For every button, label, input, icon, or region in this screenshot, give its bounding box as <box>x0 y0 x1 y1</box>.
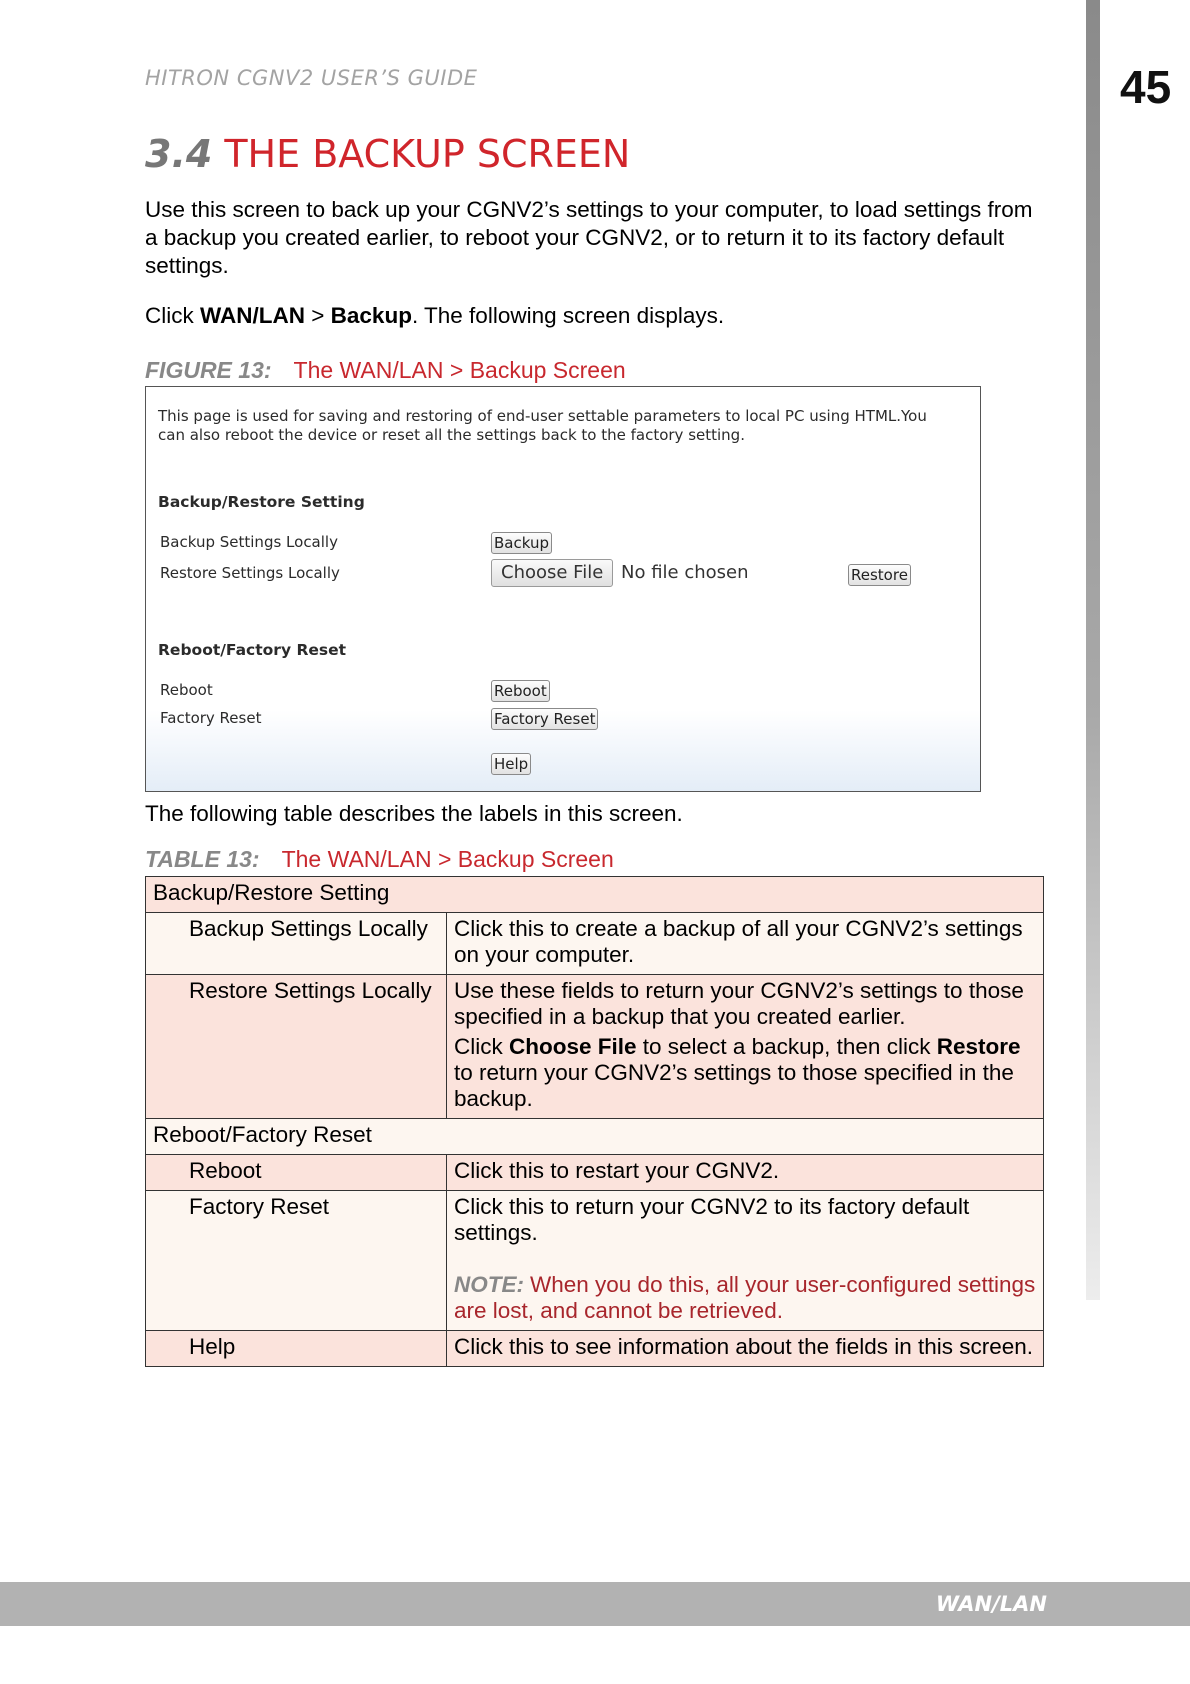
row-label-restore: Restore Settings Locally <box>146 975 447 1119</box>
restore-settings-label: Restore Settings Locally <box>160 564 340 582</box>
table-label: TABLE 13: <box>145 846 260 872</box>
side-bar-decoration <box>1086 0 1100 1300</box>
figure-intro-text: This page is used for saving and restoring of end-user settable parameters to local PC using HTML.You can also reboot the device or reset all the settings back to the factory setting. <box>158 407 927 444</box>
row-desc-restore <box>447 975 1044 1119</box>
table-group-row <box>146 877 1044 913</box>
section-title <box>145 132 630 176</box>
factory-reset-button[interactable]: Factory Reset <box>491 708 598 730</box>
table-caption <box>145 846 614 873</box>
factory-note <box>454 1272 1036 1324</box>
row-desc-backup: Click this to create a backup of all your CGNV2’s settings on your computer. <box>447 913 1044 975</box>
section-title-text: THE BACKUP SCREEN <box>224 132 631 176</box>
reboot-factory-heading: Reboot/Factory Reset <box>158 641 347 659</box>
restore-end: to return your CGNV2’s settings to those specified in the backup. <box>454 1060 1014 1111</box>
restore-restore-word: Restore <box>936 1034 1021 1059</box>
figure-title: The WAN/LAN > Backup Screen <box>293 357 626 383</box>
intro-paragraph: Use this screen to back up your CGNV2’s settings to your computer, to load settings from a backup you created earlier, to reboot your CGNV2, or to return it to its factory default settings. <box>145 197 1033 278</box>
footer-section-name: WAN/LAN <box>935 1592 1047 1616</box>
table-row <box>146 1331 1044 1367</box>
restore-button[interactable]: Restore <box>848 564 911 586</box>
click-suffix: . The following screen displays. <box>411 303 725 328</box>
restore-choose-file: Choose File <box>509 1034 637 1059</box>
table-row <box>146 975 1044 1119</box>
figure-label: FIGURE 13: <box>145 357 272 383</box>
restore-mid: to select a backup, then click <box>636 1034 937 1059</box>
click-prefix: Click <box>145 303 200 328</box>
click-separator: > <box>305 303 331 328</box>
table-row <box>146 1191 1044 1331</box>
reboot-label: Reboot <box>160 681 213 699</box>
no-file-chosen-text: No file chosen <box>621 562 749 583</box>
running-header: HITRON CGNV2 USER’S GUIDE <box>145 66 478 90</box>
table-group-row <box>146 1119 1044 1155</box>
group-reboot-factory: Reboot/Factory Reset <box>146 1119 1044 1155</box>
reboot-button[interactable]: Reboot <box>491 680 550 702</box>
factory-reset-label: Factory Reset <box>160 709 262 727</box>
backup-restore-heading: Backup/Restore Setting <box>158 493 365 511</box>
note-label: NOTE: <box>454 1272 524 1297</box>
row-label-factory-reset: Factory Reset <box>146 1191 447 1331</box>
click-path-wanlan: WAN/LAN <box>200 303 305 328</box>
section-number: 3.4 <box>145 132 213 176</box>
help-button[interactable]: Help <box>491 753 531 775</box>
choose-file-button[interactable]: Choose File <box>491 559 613 587</box>
factory-desc-text: Click this to return your CGNV2 to its factory default settings. <box>454 1194 970 1245</box>
group-backup-restore: Backup/Restore Setting <box>146 877 1044 913</box>
row-desc-help: Click this to see information about the fields in this screen. <box>447 1331 1044 1367</box>
restore-click: Click <box>454 1034 509 1059</box>
table-row <box>146 1155 1044 1191</box>
backup-button[interactable]: Backup <box>491 532 552 554</box>
backup-settings-label: Backup Settings Locally <box>160 533 338 551</box>
row-label-help: Help <box>146 1331 447 1367</box>
restore-desc-line2 <box>454 1034 1036 1112</box>
backup-screen-figure <box>145 386 981 792</box>
description-table <box>145 876 1044 1367</box>
row-label-backup: Backup Settings Locally <box>146 913 447 975</box>
table-row <box>146 913 1044 975</box>
figure-caption <box>145 357 626 384</box>
page-number: 45 <box>1120 61 1172 113</box>
row-desc-reboot: Click this to restart your CGNV2. <box>447 1155 1044 1191</box>
footer-bar <box>0 1582 1190 1626</box>
restore-desc-line1: Use these fields to return your CGNV2’s settings to those specified in a backup that you created earlier. <box>454 978 1024 1029</box>
table-title: The WAN/LAN > Backup Screen <box>281 846 614 872</box>
row-desc-factory-reset <box>447 1191 1044 1331</box>
click-instruction <box>145 302 1045 330</box>
row-label-reboot: Reboot <box>146 1155 447 1191</box>
click-path-backup: Backup <box>330 303 412 328</box>
note-text: When you do this, all your user-configured settings are lost, and cannot be retrieved. <box>454 1272 1036 1323</box>
table-intro-text: The following table describes the labels in this screen. <box>145 801 683 826</box>
